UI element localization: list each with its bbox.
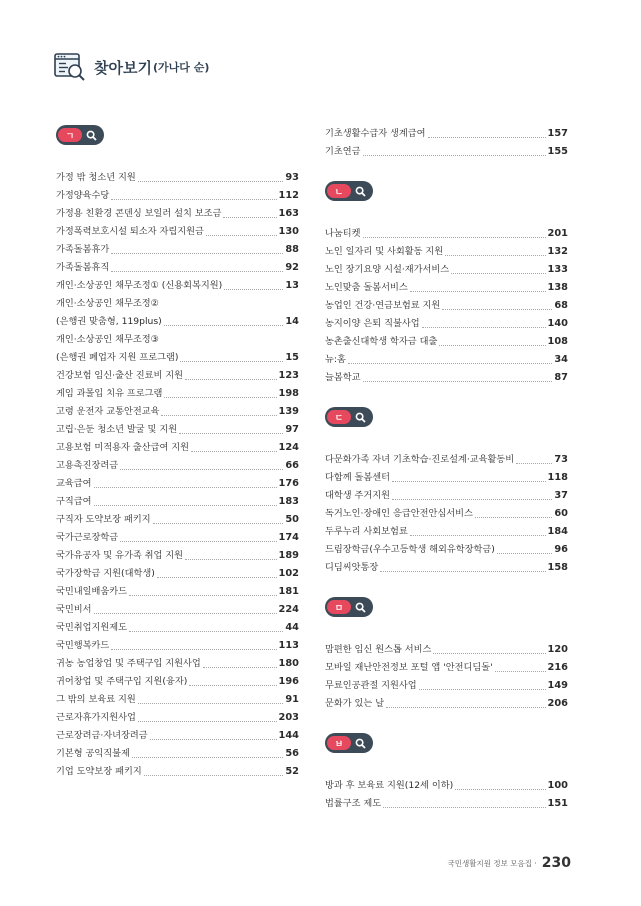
search-icon	[351, 410, 369, 424]
index-entry-page: 37	[554, 490, 568, 501]
index-entry[interactable]	[325, 225, 568, 243]
index-entry-page: 139	[278, 406, 299, 417]
index-entry-name: 나눔티켓	[325, 228, 361, 239]
leader-dots	[111, 253, 283, 254]
index-entry-name: 기본형 공익직불제	[56, 748, 130, 759]
index-entry[interactable]	[325, 677, 568, 695]
index-entry[interactable]	[325, 279, 568, 297]
index-entry[interactable]	[56, 529, 299, 547]
index-entry-name: 건강보험 임신·출산 진료비 지원	[56, 370, 184, 381]
section-tag	[325, 597, 373, 617]
leader-dots	[380, 571, 545, 572]
index-entry-page: 216	[547, 662, 568, 673]
index-entry-name: 늘봄학교	[325, 372, 361, 383]
index-entry-name: 다문화가족 자녀 기초학습·진로설계·교육활동비	[325, 454, 515, 465]
search-icon	[351, 736, 369, 750]
index-entry-name: 고용보험 미적용자 출산급여 지원	[56, 442, 190, 453]
index-entry-page: 108	[547, 336, 568, 347]
index-entry-name: 노인맞춤 돌봄서비스	[325, 282, 408, 293]
index-entry-name: 무료인공관절 지원사업	[325, 680, 417, 691]
index-search-icon	[54, 52, 86, 82]
index-entry-page: 189	[278, 550, 299, 561]
leader-dots	[363, 237, 546, 238]
index-entry-page: 73	[554, 454, 568, 465]
index-entry[interactable]	[56, 313, 299, 331]
page-title: 찾아보기	[94, 58, 152, 77]
index-entry-name: 국가유공자 및 유가족 취업 지원	[56, 550, 184, 561]
page-header	[54, 52, 209, 82]
spacer	[325, 161, 568, 181]
leader-dots	[161, 415, 276, 416]
index-entry-page: 88	[285, 244, 299, 255]
index-entry-name: 근로자휴가지원사업	[56, 712, 136, 723]
index-entry-page: 68	[554, 300, 568, 311]
leader-dots	[206, 235, 277, 236]
index-entry-name: 두루누리 사회보험료	[325, 526, 408, 537]
section-tag	[325, 181, 373, 201]
index-entry-name: 고령 운전자 교통안전교육	[56, 406, 160, 417]
index-entry[interactable]	[56, 367, 299, 385]
leader-dots	[94, 613, 277, 614]
index-entry[interactable]	[325, 297, 568, 315]
leader-dots	[179, 433, 283, 434]
index-entry-page: 155	[547, 146, 568, 157]
index-entry-page: 100	[547, 780, 568, 791]
spacer	[325, 577, 568, 597]
search-icon	[351, 600, 369, 614]
leader-dots	[203, 667, 277, 668]
index-entry-name: 법률구조 제도	[325, 798, 382, 809]
index-entry[interactable]	[56, 241, 299, 259]
index-entry-name: 기업 도약보장 패키지	[56, 766, 142, 777]
index-entry-page: 151	[547, 798, 568, 809]
index-entry[interactable]	[56, 205, 299, 223]
index-entry-name: 디딤씨앗통장	[325, 562, 379, 573]
section-letter: ㄱ	[58, 128, 82, 142]
leader-dots	[363, 155, 546, 156]
index-entry-page: 112	[278, 190, 299, 201]
index-entry-page: 196	[278, 676, 299, 687]
index-entry-page: 52	[285, 766, 299, 777]
index-entry-page: 130	[278, 226, 299, 237]
index-entry-page: 224	[278, 604, 299, 615]
index-entry[interactable]	[56, 673, 299, 691]
spacer	[325, 629, 568, 641]
index-entry-page: 133	[547, 264, 568, 275]
index-entry-name: 국민내일배움카드	[56, 586, 128, 597]
index-entry-page: 102	[278, 568, 299, 579]
index-entry-name: 그 밖의 보육료 지원	[56, 694, 136, 705]
index-entry-name: (은행권 맞춤형, 119plus)	[56, 316, 162, 327]
index-entry-page: 87	[554, 372, 568, 383]
leader-dots	[410, 535, 546, 536]
section-letter: ㅁ	[327, 600, 351, 614]
index-entry[interactable]	[56, 637, 299, 655]
index-entry[interactable]	[325, 523, 568, 541]
index-entry-page: 203	[278, 712, 299, 723]
page-title-subtitle: (가나다 순)	[152, 61, 210, 74]
index-entry-page: 93	[285, 172, 299, 183]
index-entry-page: 158	[547, 562, 568, 573]
index-entry-page: 184	[547, 526, 568, 537]
leader-dots	[129, 631, 283, 632]
index-entry-page: 176	[278, 478, 299, 489]
index-entry-name: 노인 일자리 및 사회활동 지원	[325, 246, 444, 257]
index-entry-page: 113	[278, 640, 299, 651]
index-entry-page: 97	[285, 424, 299, 435]
index-entry-name: 농업인 건강·연금보험료 지원	[325, 300, 441, 311]
index-entry-page: 56	[285, 748, 299, 759]
index-entry-name: 문화가 있는 날	[325, 698, 385, 709]
index-entry[interactable]	[56, 169, 299, 187]
index-entry-name: 독거노인·장애인 응급안전안심서비스	[325, 508, 473, 519]
index-entry-page: 149	[547, 680, 568, 691]
index-entry[interactable]	[56, 565, 299, 583]
index-entry[interactable]	[56, 475, 299, 493]
leader-dots	[153, 523, 284, 524]
page-footer	[448, 855, 571, 871]
index-entry[interactable]	[56, 619, 299, 637]
index-entry-name: 근로장려금·자녀장려금	[56, 730, 148, 741]
index-entry[interactable]	[325, 795, 568, 813]
index-entry-name: 가족돌봄휴가	[56, 244, 110, 255]
index-entry[interactable]	[325, 777, 568, 795]
leader-dots	[94, 487, 277, 488]
index-entry-name: 구직자 도약보장 패키지	[56, 514, 151, 525]
index-entry[interactable]	[56, 493, 299, 511]
index-entry-name: 가정 밖 청소년 지원	[56, 172, 136, 183]
index-entry-page: 157	[547, 128, 568, 139]
index-entry[interactable]	[325, 695, 568, 713]
spacer	[325, 713, 568, 733]
index-entry[interactable]	[325, 641, 568, 659]
index-entry-name: 국민비서	[56, 604, 92, 615]
index-entry-name: 국가장학금 지원(대학생)	[56, 568, 155, 579]
index-entry[interactable]	[56, 259, 299, 277]
leader-dots	[455, 789, 545, 790]
leader-dots	[516, 463, 552, 464]
index-entry-page: 15	[285, 352, 299, 363]
index-entry[interactable]	[56, 223, 299, 241]
index-entry-page: 180	[278, 658, 299, 669]
leader-dots	[348, 363, 553, 364]
index-entry[interactable]	[325, 451, 568, 469]
index-entry[interactable]	[325, 505, 568, 523]
index-entry[interactable]	[325, 125, 568, 143]
index-entry[interactable]	[56, 655, 299, 673]
leader-dots	[497, 553, 553, 554]
footer-label: 국민생활지원 정보 모음집 ·	[447, 858, 537, 868]
index-entry-name: 농촌출신대학생 학자금 대출	[325, 336, 438, 347]
index-entry-name: 고립·은둔 청소년 발굴 및 지원	[56, 424, 178, 435]
index-entry[interactable]	[325, 351, 568, 369]
index-entry-page: 91	[285, 694, 299, 705]
index-entry-name: 가정용 친환경 콘덴싱 보일러 설치 보조금	[56, 208, 222, 219]
leader-dots	[180, 361, 283, 362]
section-tag	[325, 407, 373, 427]
index-entry-page: 198	[278, 388, 299, 399]
leader-dots	[164, 325, 284, 326]
spacer	[325, 439, 568, 451]
leader-dots	[120, 469, 283, 470]
index-entry-name: 뉴:홈	[325, 354, 346, 365]
leader-dots	[363, 381, 553, 382]
leader-dots	[185, 559, 276, 560]
index-entry[interactable]	[56, 763, 299, 781]
index-entry[interactable]	[325, 559, 568, 577]
index-entry-page: 206	[547, 698, 568, 709]
index-entry-page: 34	[554, 354, 568, 365]
index-entry[interactable]	[56, 727, 299, 745]
index-entry-name: 귀어창업 및 주택구입 지원(융자)	[56, 676, 188, 687]
leader-dots	[164, 397, 276, 398]
index-entry-name: 교육급여	[56, 478, 92, 489]
leader-dots	[191, 451, 277, 452]
section-tag	[56, 125, 104, 145]
spacer	[325, 213, 568, 225]
index-entry-page: 140	[547, 318, 568, 329]
leader-dots	[451, 273, 545, 274]
index-entry-name-line: 개인·소상공인 채무조정②	[56, 298, 159, 309]
index-entry-page: 14	[285, 316, 299, 327]
spacer	[56, 157, 299, 169]
index-entry-name: 구직급여	[56, 496, 92, 507]
section-letter: ㄷ	[327, 410, 351, 424]
index-entry-page: 174	[278, 532, 299, 543]
index-entry-name: 국민취업지원제도	[56, 622, 128, 633]
index-entry[interactable]	[56, 421, 299, 439]
leader-dots	[419, 689, 546, 690]
index-entry[interactable]	[56, 511, 299, 529]
index-entry-name: 가정폭력보호시설 퇴소자 자립지원금	[56, 226, 204, 237]
search-icon	[82, 128, 100, 142]
index-entry[interactable]	[325, 659, 568, 677]
leader-dots	[138, 703, 284, 704]
leader-dots	[392, 499, 552, 500]
leader-dots	[111, 649, 276, 650]
leader-dots	[189, 685, 276, 686]
index-entry[interactable]	[325, 541, 568, 559]
index-entry[interactable]	[325, 333, 568, 351]
index-entry[interactable]	[56, 349, 299, 367]
index-entry[interactable]	[325, 261, 568, 279]
leader-dots	[495, 671, 546, 672]
index-entry-name: 농지이양 은퇴 직불사업	[325, 318, 420, 329]
leader-dots	[428, 137, 546, 138]
index-entry[interactable]	[56, 403, 299, 421]
leader-dots	[383, 807, 545, 808]
index-entry-page: 44	[285, 622, 299, 633]
index-entry-page: 60	[554, 508, 568, 519]
spacer	[325, 765, 568, 777]
index-entry-page: 124	[278, 442, 299, 453]
search-icon	[351, 184, 369, 198]
index-entry-page: 163	[278, 208, 299, 219]
index-entry-name: 국가근로장학금	[56, 532, 119, 543]
index-entry[interactable]	[325, 143, 568, 161]
leader-dots	[94, 505, 277, 506]
index-entry-name: 맘편한 임신 원스톱 서비스	[325, 644, 432, 655]
index-entry-page: 66	[285, 460, 299, 471]
index-entry[interactable]	[56, 583, 299, 601]
index-entry-page: 92	[285, 262, 299, 273]
index-entry-page: 120	[547, 644, 568, 655]
leader-dots	[129, 595, 277, 596]
index-entry-name: 가정양육수당	[56, 190, 110, 201]
index-entry-name: 기초생활수급자 생계급여	[325, 128, 426, 139]
index-entry-page: 13	[285, 280, 299, 291]
index-entry-name: 기초연금	[325, 146, 361, 157]
leader-dots	[185, 379, 276, 380]
index-entry[interactable]	[56, 385, 299, 403]
leader-dots	[224, 289, 283, 290]
leader-dots	[392, 481, 546, 482]
index-entry[interactable]	[56, 457, 299, 475]
leader-dots	[138, 181, 284, 182]
index-entry-page: 132	[547, 246, 568, 257]
index-entry-name: 드림장학금(우수고등학생 해외유학장학금)	[325, 544, 495, 555]
index-entry[interactable]	[325, 315, 568, 333]
index-entry-name-line: 개인·소상공인 채무조정③	[56, 334, 159, 345]
leader-dots	[386, 707, 545, 708]
leader-dots	[157, 577, 277, 578]
index-column-right	[325, 125, 568, 813]
section-tag	[325, 733, 373, 753]
section-letter: ㄴ	[327, 184, 351, 198]
index-entry[interactable]	[56, 601, 299, 619]
index-column-left	[56, 125, 299, 781]
index-entry-name: 개인·소상공인 채무조정① (신용회복지원)	[56, 280, 223, 291]
spacer	[325, 387, 568, 407]
leader-dots	[132, 757, 283, 758]
index-entry-name: 대학생 주거지원	[325, 490, 391, 501]
section-letter: ㅂ	[327, 736, 351, 750]
index-entry-name: 고용촉진장려금	[56, 460, 119, 471]
leader-dots	[439, 345, 545, 346]
index-entry[interactable]	[56, 187, 299, 205]
index-entry-name: 노인 장기요양 시설·재가서비스	[325, 264, 450, 275]
leader-dots	[150, 739, 277, 740]
leader-dots	[144, 775, 284, 776]
leader-dots	[442, 309, 552, 310]
index-entry-page: 123	[278, 370, 299, 381]
index-entry-page: 181	[278, 586, 299, 597]
index-entry-name: (은행권 폐업자 지원 프로그램)	[56, 352, 179, 363]
index-entry[interactable]	[325, 487, 568, 505]
leader-dots	[111, 199, 276, 200]
index-entry[interactable]	[56, 439, 299, 457]
index-entry[interactable]	[325, 369, 568, 387]
index-entry-name: 귀농 농업창업 및 주택구입 지원사업	[56, 658, 201, 669]
leader-dots	[433, 653, 545, 654]
index-entry-page: 96	[554, 544, 568, 555]
index-entry-name: 모바일 재난안전정보 포털 앱 '안전디딤돌'	[325, 662, 493, 673]
index-entry[interactable]	[325, 243, 568, 261]
leader-dots	[111, 271, 283, 272]
page-number: 230	[541, 855, 571, 871]
index-entry[interactable]	[56, 709, 299, 727]
index-entry-page: 183	[278, 496, 299, 507]
index-entry-page: 50	[285, 514, 299, 525]
leader-dots	[475, 517, 553, 518]
index-entry-name: 가족돌봄휴직	[56, 262, 110, 273]
index-entry[interactable]	[56, 745, 299, 763]
index-entry-page: 144	[278, 730, 299, 741]
index-entry-name: 게임 과몰입 치유 프로그램	[56, 388, 163, 399]
index-entry-page: 138	[547, 282, 568, 293]
index-entry-name: 다함께 돌봄센터	[325, 472, 391, 483]
leader-dots	[410, 291, 546, 292]
leader-dots	[138, 721, 277, 722]
index-entry[interactable]	[56, 547, 299, 565]
index-entry[interactable]	[325, 469, 568, 487]
index-entry-name: 국민행복카드	[56, 640, 110, 651]
leader-dots	[422, 327, 546, 328]
leader-dots	[445, 255, 545, 256]
leader-dots	[120, 541, 276, 542]
index-entry-name: 방과 후 보육료 지원(12세 이하)	[325, 780, 454, 791]
index-entry[interactable]	[56, 691, 299, 709]
index-entry-page: 118	[547, 472, 568, 483]
index-entry-page: 201	[547, 228, 568, 239]
index-entry[interactable]	[56, 277, 299, 295]
leader-dots	[223, 217, 276, 218]
